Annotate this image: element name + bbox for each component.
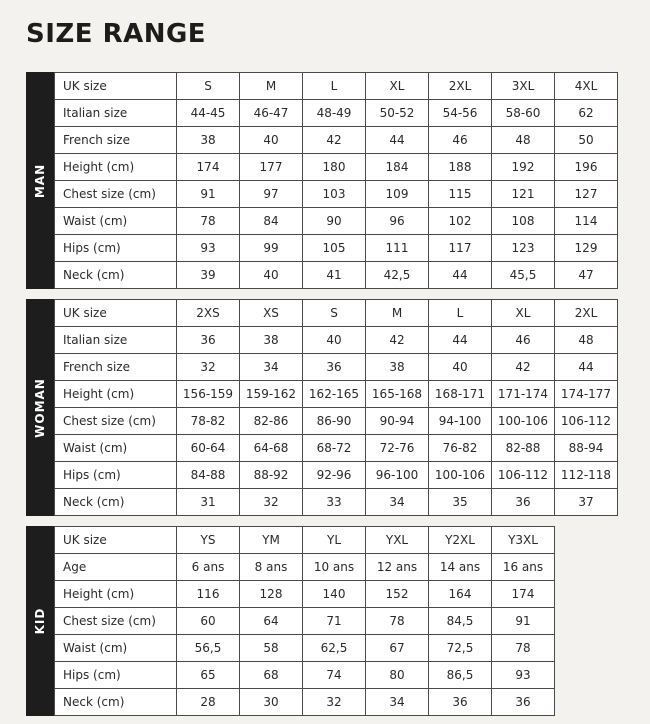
table-cell: 34 <box>366 689 429 716</box>
table-cell: 38 <box>240 327 303 354</box>
row-label: Hips (cm) <box>55 235 177 262</box>
table-cell: 165-168 <box>366 381 429 408</box>
table-row <box>55 662 555 689</box>
table-cell: 174 <box>492 581 555 608</box>
table-row <box>55 435 618 462</box>
table-cell: 44 <box>366 127 429 154</box>
table-cell: 64-68 <box>240 435 303 462</box>
table-cell: 76-82 <box>429 435 492 462</box>
table-cell: 106-112 <box>492 462 555 489</box>
table-cell: 50 <box>555 127 618 154</box>
table-cell: 68-72 <box>303 435 366 462</box>
table-cell: 71 <box>303 608 366 635</box>
table-cell: 123 <box>492 235 555 262</box>
table-cell: 127 <box>555 181 618 208</box>
table-cell: XL <box>366 73 429 100</box>
table-cell: XS <box>240 300 303 327</box>
table-row <box>55 127 618 154</box>
table-cell: 117 <box>429 235 492 262</box>
table-cell: 14 ans <box>429 554 492 581</box>
table-cell: M <box>366 300 429 327</box>
table-cell: 60 <box>177 608 240 635</box>
row-label: Neck (cm) <box>55 689 177 716</box>
table-cell: 62,5 <box>303 635 366 662</box>
table-cell: 45,5 <box>492 262 555 289</box>
table-cell: 99 <box>240 235 303 262</box>
row-label: Neck (cm) <box>55 262 177 289</box>
table-cell: 16 ans <box>492 554 555 581</box>
table-row <box>55 100 618 127</box>
table-cell: 78 <box>177 208 240 235</box>
table-cell: 100-106 <box>429 462 492 489</box>
table-cell: 93 <box>177 235 240 262</box>
table-cell: 62 <box>555 100 618 127</box>
table-cell: 44-45 <box>177 100 240 127</box>
row-label: Chest size (cm) <box>55 608 177 635</box>
section-label-kid <box>26 526 54 716</box>
row-label: Neck (cm) <box>55 489 177 516</box>
table-cell: 33 <box>303 489 366 516</box>
table-cell: 116 <box>177 581 240 608</box>
table-cell: 46 <box>492 327 555 354</box>
table-cell: 102 <box>429 208 492 235</box>
table-cell: 74 <box>303 662 366 689</box>
table-cell: L <box>429 300 492 327</box>
table-cell: 36 <box>492 489 555 516</box>
table-cell: 115 <box>429 181 492 208</box>
table-cell: 168-171 <box>429 381 492 408</box>
section-label-text: KID <box>33 607 47 635</box>
table-row <box>55 262 618 289</box>
table-cell: 40 <box>240 127 303 154</box>
row-label: Age <box>55 554 177 581</box>
table-cell: S <box>177 73 240 100</box>
table-cell: 105 <box>303 235 366 262</box>
row-label: Waist (cm) <box>55 435 177 462</box>
table-cell: 88-94 <box>555 435 618 462</box>
row-label: Italian size <box>55 327 177 354</box>
table-cell: 28 <box>177 689 240 716</box>
table-cell: 2XL <box>555 300 618 327</box>
table-cell: 108 <box>492 208 555 235</box>
table-cell: 86-90 <box>303 408 366 435</box>
row-label: Hips (cm) <box>55 462 177 489</box>
size-table-kid <box>54 526 555 716</box>
table-cell: 174 <box>177 154 240 181</box>
table-cell: 32 <box>240 489 303 516</box>
table-cell: 96 <box>366 208 429 235</box>
table-cell: 129 <box>555 235 618 262</box>
table-cell: 4XL <box>555 73 618 100</box>
table-cell: 84-88 <box>177 462 240 489</box>
table-cell: 35 <box>429 489 492 516</box>
section-kid <box>26 526 555 716</box>
table-cell: 67 <box>366 635 429 662</box>
table-cell: 128 <box>240 581 303 608</box>
table-cell: 159-162 <box>240 381 303 408</box>
table-cell: 42 <box>492 354 555 381</box>
table-cell: 8 ans <box>240 554 303 581</box>
section-label-text: WOMAN <box>33 377 47 438</box>
table-cell: 42 <box>303 127 366 154</box>
row-label: UK size <box>55 300 177 327</box>
table-cell: 31 <box>177 489 240 516</box>
table-cell: 50-52 <box>366 100 429 127</box>
table-row <box>55 327 618 354</box>
table-cell: 92-96 <box>303 462 366 489</box>
table-cell: 36 <box>492 689 555 716</box>
table-cell: 96-100 <box>366 462 429 489</box>
table-cell: 40 <box>429 354 492 381</box>
page-title: SIZE RANGE <box>26 19 207 49</box>
table-cell: 46 <box>429 127 492 154</box>
table-cell: 103 <box>303 181 366 208</box>
table-row <box>55 300 618 327</box>
table-cell: 46-47 <box>240 100 303 127</box>
table-cell: 109 <box>366 181 429 208</box>
row-label: Waist (cm) <box>55 208 177 235</box>
row-label: French size <box>55 354 177 381</box>
table-cell: 12 ans <box>366 554 429 581</box>
table-cell: 80 <box>366 662 429 689</box>
row-label: Height (cm) <box>55 581 177 608</box>
table-row <box>55 608 555 635</box>
table-cell: 54-56 <box>429 100 492 127</box>
section-label-woman <box>26 299 54 516</box>
table-row <box>55 235 618 262</box>
table-cell: 188 <box>429 154 492 181</box>
row-label: Height (cm) <box>55 381 177 408</box>
table-cell: 97 <box>240 181 303 208</box>
table-row <box>55 554 555 581</box>
table-cell: YXL <box>366 527 429 554</box>
table-cell: 42 <box>366 327 429 354</box>
table-cell: 40 <box>240 262 303 289</box>
table-cell: 48 <box>555 327 618 354</box>
table-cell: 184 <box>366 154 429 181</box>
table-cell: 114 <box>555 208 618 235</box>
table-cell: 156-159 <box>177 381 240 408</box>
table-cell: 192 <box>492 154 555 181</box>
table-cell: 32 <box>177 354 240 381</box>
table-cell: 100-106 <box>492 408 555 435</box>
table-row <box>55 527 555 554</box>
table-cell: 58 <box>240 635 303 662</box>
section-label-text: MAN <box>33 163 47 198</box>
table-cell: 38 <box>366 354 429 381</box>
table-cell: 180 <box>303 154 366 181</box>
size-table-man <box>54 72 618 289</box>
table-cell: XL <box>492 300 555 327</box>
table-cell: 111 <box>366 235 429 262</box>
table-cell: 34 <box>366 489 429 516</box>
table-cell: 32 <box>303 689 366 716</box>
table-cell: 94-100 <box>429 408 492 435</box>
table-cell: 86,5 <box>429 662 492 689</box>
table-cell: 40 <box>303 327 366 354</box>
table-cell: 82-86 <box>240 408 303 435</box>
size-table-woman <box>54 299 618 516</box>
table-cell: 37 <box>555 489 618 516</box>
table-cell: 10 ans <box>303 554 366 581</box>
table-cell: 196 <box>555 154 618 181</box>
table-cell: 36 <box>303 354 366 381</box>
table-cell: 36 <box>177 327 240 354</box>
table-cell: 47 <box>555 262 618 289</box>
row-label: UK size <box>55 527 177 554</box>
table-cell: Y2XL <box>429 527 492 554</box>
table-row <box>55 354 618 381</box>
section-label-man <box>26 72 54 289</box>
row-label: Italian size <box>55 100 177 127</box>
row-label: Chest size (cm) <box>55 408 177 435</box>
table-cell: 38 <box>177 127 240 154</box>
table-cell: 162-165 <box>303 381 366 408</box>
table-cell: YM <box>240 527 303 554</box>
table-cell: 44 <box>429 262 492 289</box>
table-cell: 60-64 <box>177 435 240 462</box>
table-cell: 78-82 <box>177 408 240 435</box>
table-row <box>55 462 618 489</box>
section-man <box>26 72 618 289</box>
table-cell: 93 <box>492 662 555 689</box>
table-cell: 39 <box>177 262 240 289</box>
table-cell: 90 <box>303 208 366 235</box>
table-cell: 65 <box>177 662 240 689</box>
table-cell: 42,5 <box>366 262 429 289</box>
table-cell: 121 <box>492 181 555 208</box>
row-label: Chest size (cm) <box>55 181 177 208</box>
table-cell: S <box>303 300 366 327</box>
table-row <box>55 181 618 208</box>
table-cell: 36 <box>429 689 492 716</box>
table-cell: 44 <box>555 354 618 381</box>
table-cell: 152 <box>366 581 429 608</box>
table-cell: 6 ans <box>177 554 240 581</box>
table-cell: 68 <box>240 662 303 689</box>
row-label: French size <box>55 127 177 154</box>
table-cell: 2XS <box>177 300 240 327</box>
table-cell: 64 <box>240 608 303 635</box>
table-row <box>55 208 618 235</box>
table-cell: 58-60 <box>492 100 555 127</box>
table-cell: 48-49 <box>303 100 366 127</box>
table-cell: 106-112 <box>555 408 618 435</box>
table-cell: 164 <box>429 581 492 608</box>
table-cell: 171-174 <box>492 381 555 408</box>
table-cell: 140 <box>303 581 366 608</box>
row-label: UK size <box>55 73 177 100</box>
table-cell: 72,5 <box>429 635 492 662</box>
table-row <box>55 635 555 662</box>
table-cell: 90-94 <box>366 408 429 435</box>
table-cell: M <box>240 73 303 100</box>
table-cell: 174-177 <box>555 381 618 408</box>
table-cell: 2XL <box>429 73 492 100</box>
table-cell: YS <box>177 527 240 554</box>
table-row <box>55 408 618 435</box>
table-cell: 91 <box>492 608 555 635</box>
table-cell: 72-76 <box>366 435 429 462</box>
table-cell: L <box>303 73 366 100</box>
table-cell: 112-118 <box>555 462 618 489</box>
table-cell: 34 <box>240 354 303 381</box>
table-cell: 44 <box>429 327 492 354</box>
table-cell: 177 <box>240 154 303 181</box>
section-woman <box>26 299 618 516</box>
table-cell: 41 <box>303 262 366 289</box>
table-cell: 84,5 <box>429 608 492 635</box>
table-row <box>55 581 555 608</box>
row-label: Height (cm) <box>55 154 177 181</box>
table-row <box>55 154 618 181</box>
table-cell: YL <box>303 527 366 554</box>
table-cell: 30 <box>240 689 303 716</box>
table-cell: 88-92 <box>240 462 303 489</box>
table-row <box>55 489 618 516</box>
table-row <box>55 381 618 408</box>
row-label: Waist (cm) <box>55 635 177 662</box>
table-row <box>55 689 555 716</box>
table-cell: 78 <box>492 635 555 662</box>
table-cell: 56,5 <box>177 635 240 662</box>
table-row <box>55 73 618 100</box>
table-cell: 82-88 <box>492 435 555 462</box>
table-cell: 84 <box>240 208 303 235</box>
table-cell: 3XL <box>492 73 555 100</box>
table-cell: 48 <box>492 127 555 154</box>
row-label: Hips (cm) <box>55 662 177 689</box>
table-cell: Y3XL <box>492 527 555 554</box>
table-cell: 78 <box>366 608 429 635</box>
table-cell: 91 <box>177 181 240 208</box>
